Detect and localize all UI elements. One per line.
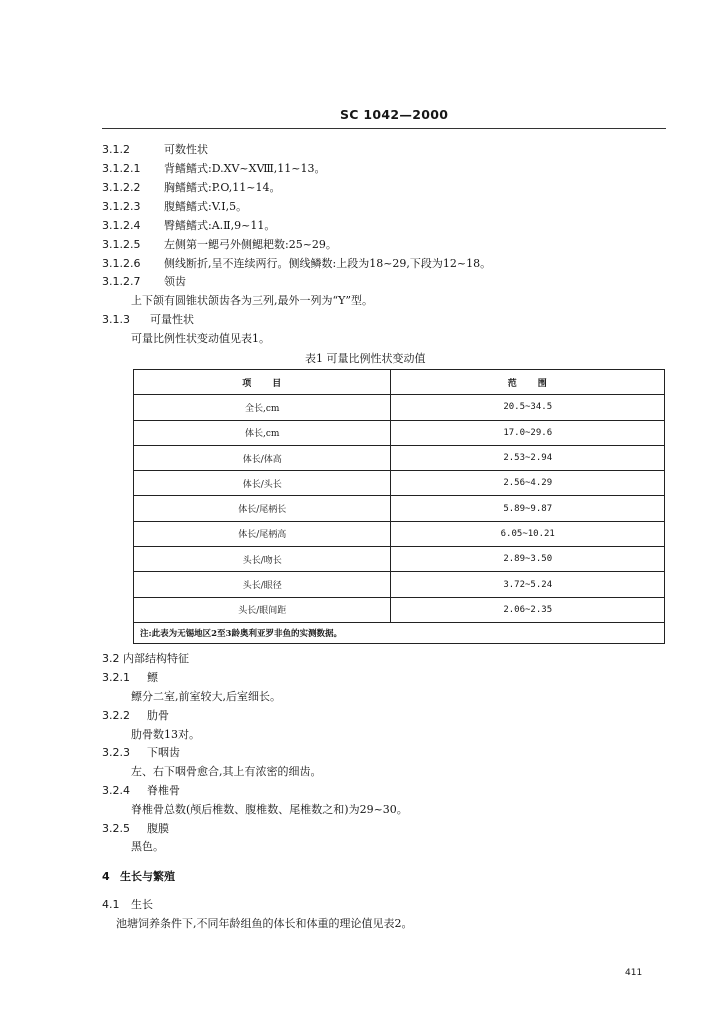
section-number: 4 (102, 870, 110, 883)
section-number: 3.1.2.4 (102, 219, 141, 232)
section-title: 可量性状 (150, 313, 194, 326)
table-cell-range: 17.0~29.6 (391, 420, 665, 445)
section-title: 腹膜 (147, 822, 169, 835)
table-cell-item: 体长,cm (134, 420, 391, 445)
column-header-item: 项 目 (134, 370, 391, 395)
table-cell-item: 头长/吻长 (134, 547, 391, 572)
table-row (134, 547, 665, 572)
table-row (134, 597, 665, 622)
section-text: 左侧第一鳃弓外侧鳃耙数:25~29。 (164, 238, 337, 251)
table-cell-item: 头长/眼径 (134, 572, 391, 597)
section-number: 3.1.2.2 (102, 181, 141, 194)
table-cell-item: 体长/体高 (134, 445, 391, 470)
table-cell-range: 2.56~4.29 (391, 471, 665, 496)
section-title: 肋骨 (147, 709, 169, 722)
section-title: 生长 (131, 898, 153, 911)
table-cell-item: 头长/眼间距 (134, 597, 391, 622)
table-row (134, 420, 665, 445)
section-text: 侧线断折,呈不连续两行。侧线鳞数:上段为18~29,下段为12~18。 (164, 257, 492, 270)
table-cell-range: 6.05~10.21 (391, 521, 665, 546)
section-number: 3.1.2.7 (102, 275, 141, 288)
paragraph-text: 肋骨数13对。 (131, 728, 200, 741)
section-number: 3.1.2.5 (102, 238, 141, 251)
table-cell-range: 5.89~9.87 (391, 496, 665, 521)
section-number: 4.1 (102, 898, 120, 911)
column-header-range: 范 围 (391, 370, 665, 395)
paragraph-text: 脊椎骨总数(颅后椎数、腹椎数、尾椎数之和)为29~30。 (131, 803, 408, 816)
section-title: 生长与繁殖 (120, 870, 175, 883)
section-title: 可数性状 (164, 143, 208, 156)
document-header: SC 1042—2000 (340, 107, 449, 122)
section-title: 鳔 (147, 671, 158, 684)
paragraph-text: 黑色。 (131, 840, 164, 853)
section-number: 3.1.2.1 (102, 162, 141, 175)
table-cell-range: 3.72~5.24 (391, 572, 665, 597)
section-number: 3.1.2.6 (102, 257, 141, 270)
table-row (134, 445, 665, 470)
paragraph-text: 左、右下咽骨愈合,其上有浓密的细齿。 (131, 765, 322, 778)
section-text: 腹鳍鳍式:V.I,5。 (164, 200, 248, 213)
section-number: 3.2.5 (102, 822, 130, 835)
paragraph-text: 上下颌有圆锥状颌齿各为三列,最外一列为“Y”型。 (131, 294, 374, 307)
table-note: 注:此表为无锡地区2至3龄奥利亚罗非鱼的实测数据。 (134, 622, 665, 643)
table-row (134, 521, 665, 546)
table-cell-range: 20.5~34.5 (391, 395, 665, 420)
section-title: 领齿 (164, 275, 186, 288)
table-row (134, 572, 665, 597)
section-text: 背鳍鳍式:D.XⅤ~XⅧ,11~13。 (164, 162, 326, 175)
section-number: 3.1.2 (102, 143, 130, 156)
table-header-row (134, 370, 665, 395)
section-number: 3.2.1 (102, 671, 130, 684)
header-rule (102, 128, 666, 129)
paragraph-text: 鳔分二室,前室较大,后室细长。 (131, 690, 281, 703)
page-number: 411 (625, 968, 643, 978)
section-number: 3.2.3 (102, 746, 130, 759)
table-cell-range: 2.53~2.94 (391, 445, 665, 470)
table-cell-item: 全长,cm (134, 395, 391, 420)
paragraph-text: 可量比例性状变动值见表1。 (131, 332, 270, 345)
section-number: 3.2.2 (102, 709, 130, 722)
table-caption: 表1 可量比例性状变动值 (305, 352, 426, 365)
section-title: 内部结构特征 (123, 652, 189, 665)
table-row (134, 395, 665, 420)
table-cell-item: 体长/头长 (134, 471, 391, 496)
table-cell-item: 体长/尾柄长 (134, 496, 391, 521)
section-title: 脊椎骨 (147, 784, 180, 797)
table-row (134, 471, 665, 496)
section-number: 3.2 (102, 652, 120, 665)
table-row (134, 496, 665, 521)
section-title: 下咽齿 (147, 746, 180, 759)
section-text: 胸鳍鳍式:P.O,11~14。 (164, 181, 281, 194)
section-number: 3.2.4 (102, 784, 130, 797)
table-note-row (134, 622, 665, 643)
table-cell-range: 2.89~3.50 (391, 547, 665, 572)
section-number: 3.1.3 (102, 313, 130, 326)
section-number: 3.1.2.3 (102, 200, 141, 213)
table-cell-item: 体长/尾柄高 (134, 521, 391, 546)
measurable-traits-table (133, 369, 665, 644)
section-text: 臀鳍鳍式:A.Ⅱ,9~11。 (164, 219, 276, 232)
table-cell-range: 2.06~2.35 (391, 597, 665, 622)
paragraph-text: 池塘饲养条件下,不同年龄组鱼的体长和体重的理论值见表2。 (116, 917, 413, 930)
